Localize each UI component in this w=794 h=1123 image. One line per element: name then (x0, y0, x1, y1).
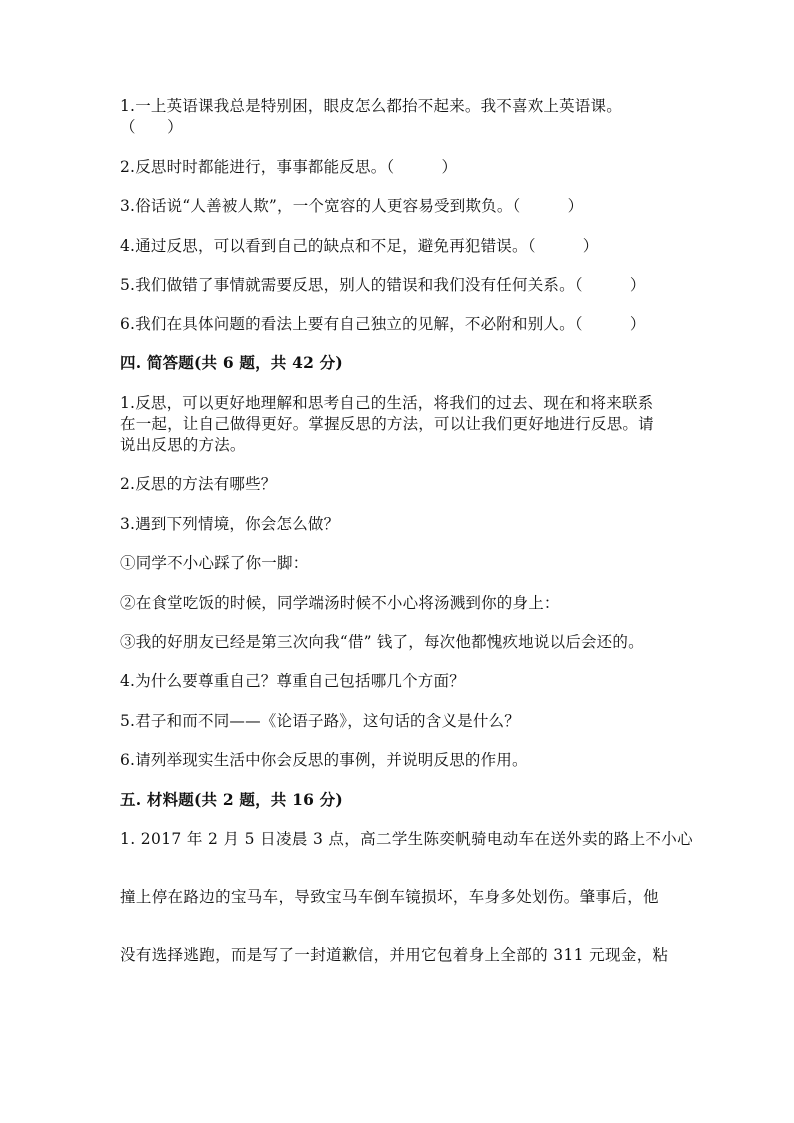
section-5-heading: 五. 材料题(共 2 题，共 16 分) (120, 790, 343, 809)
section-4-heading: 四. 简答题(共 6 题，共 42 分) (120, 353, 343, 372)
section-4-q3-scenario-b: ②在食堂吃饭的时候，同学端汤时候不小心将汤溅到你的身上： (120, 594, 560, 612)
judgement-item-3: 3.俗话说“人善被人欺”，一个宽容的人更容易受到欺负。（ ） (120, 197, 584, 215)
section-4-q1-line1: 1.反思，可以更好地理解和思考自己的生活，将我们的过去、现在和将来联系 (120, 394, 654, 412)
judgement-item-4: 4.通过反思，可以看到自己的缺点和不足，避免再犯错误。（ ） (120, 237, 599, 255)
section-5-q1-line2: 撞上停在路边的宝马车，导致宝马车倒车镜损坏，车身多处划伤。肇事后，他 (120, 888, 659, 906)
section-5-q1-line1: 1. 2017 年 2 月 5 日凌晨 3 点，高二学生陈奕帆骑电动车在送外卖的路上不小心 (120, 830, 693, 848)
judgement-item-5: 5.我们做错了事情就需要反思，别人的错误和我们没有任何关系。（ ） (120, 276, 646, 294)
judgement-item-1-answer-blank: （ ） (120, 118, 183, 136)
section-4-q4: 4.为什么要尊重自己？尊重自己包括哪几个方面？ (120, 672, 465, 690)
section-4-q3: 3.遇到下列情境，你会怎么做？ (120, 515, 340, 533)
section-5-q1-line3: 没有选择逃跑，而是写了一封道歉信，并用它包着身上全部的 311 元现金，粘 (120, 946, 669, 964)
section-4-q3-scenario-c: ③我的好朋友已经是第三次向我“借” 钱了，每次他都愧疚地说以后会还的。 (120, 633, 644, 651)
section-4-q1-line2: 在一起，让自己做得更好。掌握反思的方法，可以让我们更好地进行反思。请 (120, 415, 654, 433)
judgement-item-2: 2.反思时时都能进行，事事都能反思。（ ） (120, 158, 458, 176)
section-4-q3-scenario-a: ①同学不小心踩了你一脚： (120, 554, 309, 572)
section-4-q2: 2.反思的方法有哪些？ (120, 475, 277, 493)
judgement-item-6: 6.我们在具体问题的看法上要有自己独立的见解，不必附和别人。（ ） (120, 315, 646, 333)
section-4-q1-line3: 说出反思的方法。 (120, 436, 246, 454)
judgement-item-1-line1: 1.一上英语课我总是特别困，眼皮怎么都抬不起来。我不喜欢上英语课。 (120, 97, 622, 115)
section-4-q5: 5.君子和而不同——《论语子路》，这句话的含义是什么？ (120, 712, 520, 730)
section-4-q6: 6.请列举现实生活中你会反思的事例，并说明反思的作用。 (120, 751, 528, 769)
